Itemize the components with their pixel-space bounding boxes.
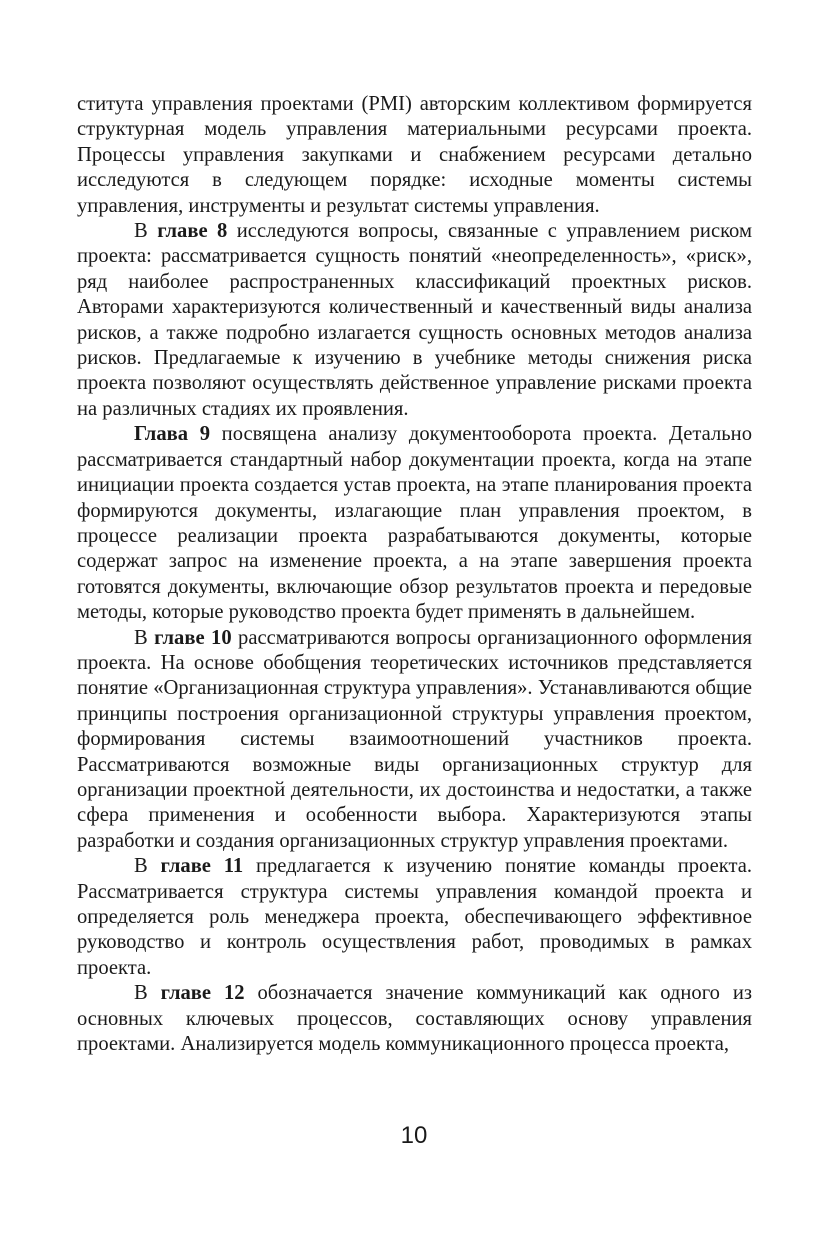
paragraph-chapter-9 [77, 422, 752, 625]
paragraph-lead: В [134, 220, 158, 243]
chapter-reference: главе 10 [154, 626, 232, 649]
page-number: 10 [400, 1122, 428, 1149]
paragraph-text: рассматриваются вопросы организационного оформления проекта. На основе обобщения теоретических источников представляется понятие «Организационная структура управления». Устанавливаются общие принципы построения организационной структуры управления проектом, формирования системы взаимоотношений участников проекта. Рассматриваются возможные виды организационных структур для организации проектной деятельности, их достоинства и недостатки, а также сфера применения и особенности выбора. Характеризуются этапы разработки и создания организационных структур управления проектами. [77, 626, 752, 852]
paragraph-chapter-12 [77, 981, 752, 1057]
paragraph-lead: В [134, 982, 161, 1005]
paragraph-text: обозначается значение коммуникаций как одного из основных ключевых процессов, составляющих основу управления проектами. Анализируется модель коммуникационного процесса проекта, [77, 982, 752, 1056]
paragraph-pmi-continuation [77, 92, 752, 219]
chapter-reference: главе 8 [157, 220, 228, 243]
paragraph-chapter-8 [77, 219, 752, 422]
paragraph-text: ститута управления проектами (PMI) авторским коллективом формируется структурная модель управления материальными ресурсами проекта. Процессы управления закупками и снабжением ресурсами детально исследуются в следующем порядке: исходные моменты системы управления, инструменты и результат системы управления. [77, 93, 752, 217]
chapter-reference: главе 11 [160, 855, 244, 878]
paragraph-text: предлагается к изучению понятие команды проекта. Рассматривается структура системы управления командой проекта и определяется роль менеджера проекта, обеспечивающего эффективное руководство и контроль осуществления работ, проводимых в рамках проекта. [77, 855, 753, 979]
paragraph-chapter-10 [77, 626, 752, 855]
page-body [77, 92, 752, 1057]
paragraph-text: посвящена анализу документооборота проекта. Детально рассматривается стандартный набор документации проекта, когда на этапе инициации проекта создается устав проекта, на этапе планирования проекта формируются документы, излагающие план управления проектом, в процессе реализации проекта разрабатываются документы, которые содержат запрос на изменение проекта, а на этапе завершения проекта готовятся документы, включающие обзор результатов проекта и передовые методы, которые руководство проекта будет применять в дальнейшем. [77, 423, 752, 624]
paragraph-lead: В [134, 626, 155, 649]
chapter-reference: главе 12 [160, 982, 245, 1005]
paragraph-lead: В [134, 855, 161, 878]
chapter-reference: Глава 9 [134, 423, 211, 446]
paragraph-text: исследуются вопросы, связанные с управлением риском проекта: рассматривается сущность понятий «неопределенность», «риск», ряд наиболее распространенных классификаций проектных рисков. Авторами характеризуются количественный и качественный виды анализа рисков, а также подробно излагается сущность основных методов анализа рисков. Предлагаемые к изучению в учебнике методы снижения риска проекта позволяют осуществлять действенное управление рисками проекта на различных стадиях их проявления. [77, 220, 752, 420]
paragraph-chapter-11 [77, 854, 752, 981]
